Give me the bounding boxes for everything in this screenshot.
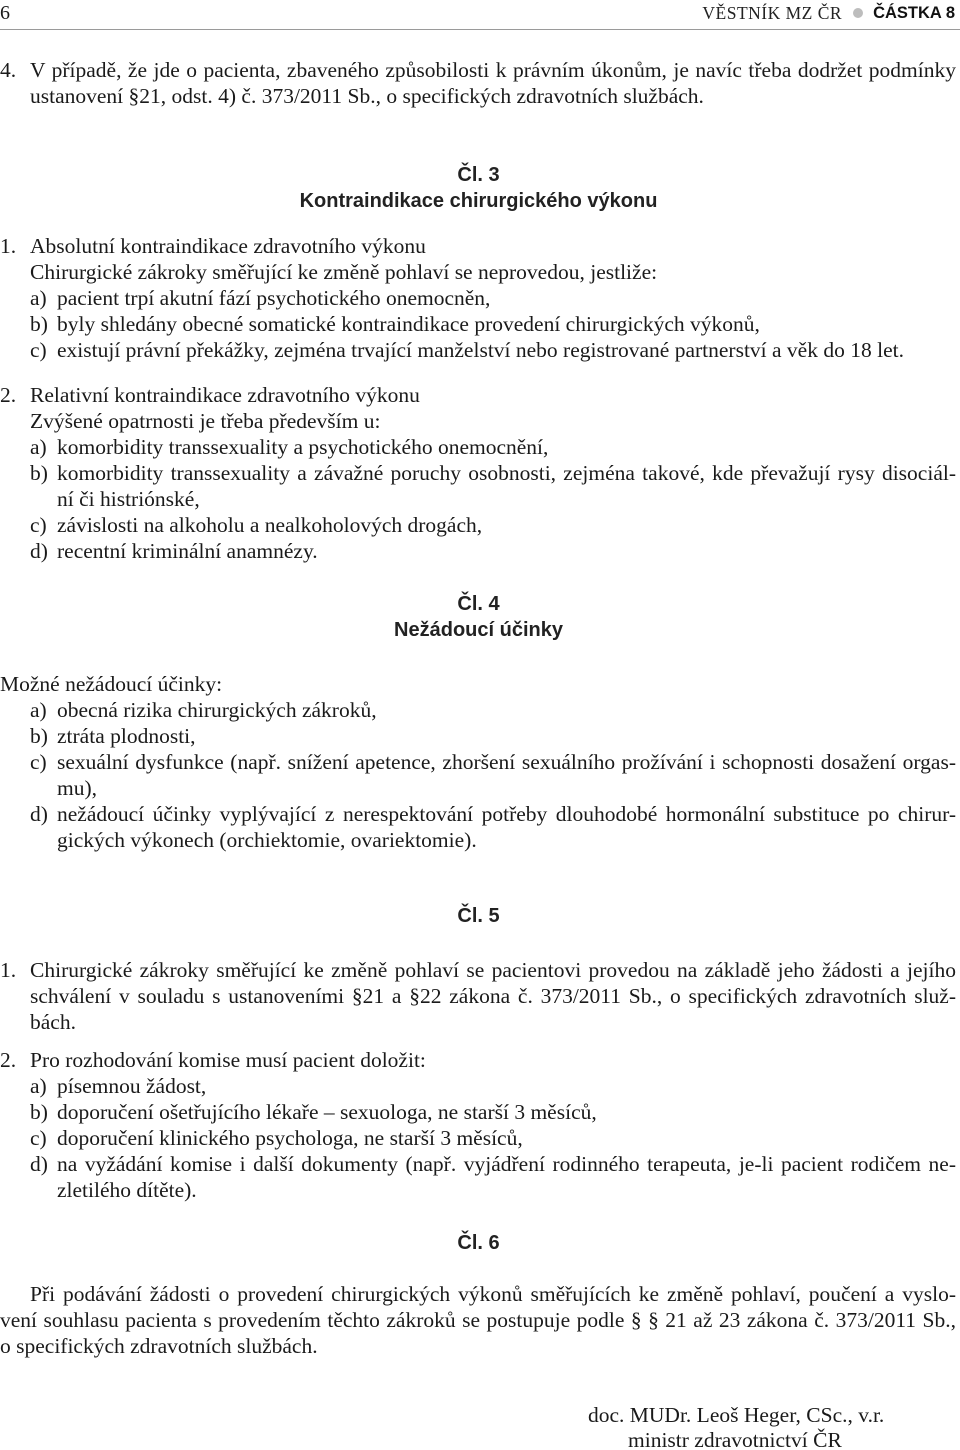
list-label: b)	[30, 724, 48, 748]
page-number: 6	[0, 2, 10, 24]
text-row	[0, 1047, 957, 1073]
section-title: Absolutní kontraindikace zdravotního výkonu	[30, 234, 426, 258]
list-item	[0, 285, 957, 311]
list-label: c)	[30, 750, 47, 774]
paragraph-line: bách.	[30, 1010, 76, 1034]
header-right	[702, 0, 955, 26]
section-title: Relativní kontraindikace zdravotního výkonu	[30, 383, 420, 407]
list-item-text: sexuální dysfunkce (např. snížení apetence, zhoršení sexuálního prožívání i schopnosti dosažení orgas-	[57, 750, 956, 774]
article-heading: Čl. 6	[457, 1232, 500, 1254]
paragraph-number: 2.	[0, 1048, 17, 1072]
article-6-heading-block	[0, 1230, 957, 1256]
list-item	[0, 460, 957, 486]
journal-title: VĚSTNÍK MZ ČR	[702, 3, 843, 23]
list-item-text: komorbidity transsexuality a psychotického onemocnění,	[57, 435, 549, 459]
list-item-text: komorbidity transsexuality a závažné poruchy osobnosti, zejména takové, kde převažují rysy disociál-	[57, 461, 956, 485]
list-item-continuation	[0, 827, 957, 853]
list-item-text: doporučení klinického psychologa, ne starší 3 měsíců,	[57, 1126, 523, 1150]
list-label: d)	[30, 1152, 48, 1176]
list-item	[0, 538, 957, 564]
text-row	[0, 1009, 957, 1035]
text-row	[0, 408, 957, 434]
list-item-text: byly shledány obecné somatické kontraindikace provedení chirurgických výkonů,	[57, 312, 760, 336]
list-item	[0, 1073, 957, 1099]
list-item-text: na vyžádání komise i další dokumenty (např. vyjádření rodinného terapeuta, je-li pacient rodičem ne-	[57, 1152, 956, 1176]
paragraph-line: Chirurgické zákroky směřující ke změně pohlaví se pacientovi provedou na základě jeho žádosti a jejího	[30, 958, 956, 982]
list-item-text: zletilého dítěte).	[57, 1178, 197, 1202]
list-label: c)	[30, 338, 47, 362]
list-label: c)	[30, 1126, 47, 1150]
paragraph-line: ustanovení §21, odst. 4) č. 373/2011 Sb., o specifických zdravotních službách.	[30, 84, 704, 108]
section-intro: Zvýšené opatrnosti je třeba především u:	[30, 409, 381, 433]
paragraph-line: o specifických zdravotních službách.	[0, 1334, 318, 1358]
list-item	[0, 1125, 957, 1151]
list-item-text: písemnou žádost,	[57, 1074, 207, 1098]
list-label: a)	[30, 1074, 47, 1098]
section-absolute-contraindications	[0, 233, 957, 363]
article-6-body	[0, 1281, 957, 1359]
list-item-text: recentní kriminální anamnézy.	[57, 539, 318, 563]
list-item	[0, 697, 957, 723]
list-label: b)	[30, 1100, 48, 1124]
paragraph-line: V případě, že jde o pacienta, zbaveného způsobilosti k právním úkonům, je navíc třeba dodržet podmínky	[30, 58, 956, 82]
issue-label: ČÁSTKA 8	[873, 4, 955, 22]
list-item	[0, 434, 957, 460]
article-heading: Čl. 5	[457, 905, 500, 927]
article-heading: Čl. 3	[457, 164, 500, 186]
list-label: b)	[30, 461, 48, 485]
text-row	[0, 1333, 957, 1359]
text-row	[0, 83, 957, 109]
list-item	[0, 337, 957, 363]
paragraph-number: 4.	[0, 58, 17, 82]
list-label: a)	[30, 698, 47, 722]
article-heading: Čl. 4	[457, 593, 500, 615]
text-row	[0, 382, 957, 408]
list-label: d)	[30, 802, 48, 826]
text-row	[0, 1428, 957, 1450]
list-item	[0, 512, 957, 538]
article-4-body	[0, 671, 957, 853]
text-row	[0, 1307, 957, 1333]
signature-name: doc. MUDr. Leoš Heger, CSc., v.r.	[588, 1403, 885, 1427]
paragraph-line: vení souhlasu pacienta s provedením těchto zákroků se postupuje podle § § 21 až 23 zákona č. 373/2011 Sb.,	[0, 1308, 956, 1332]
list-item-text: mu),	[57, 776, 98, 800]
section-intro: Možné nežádoucí účinky:	[0, 672, 223, 696]
list-label: a)	[30, 286, 47, 310]
paragraph-number: 1.	[0, 958, 17, 982]
text-row	[0, 233, 957, 259]
separator-dot-icon	[853, 8, 863, 18]
list-item-text: ztráta plodnosti,	[57, 724, 196, 748]
list-item-text: existují právní překážky, zejména trvající manželství nebo registrované partnerství a věk do 18 let.	[57, 338, 904, 362]
text-row	[0, 957, 957, 983]
list-item-continuation	[0, 775, 957, 801]
list-item	[0, 1151, 957, 1177]
text-row	[0, 57, 957, 83]
list-item-text: obecná rizika chirurgických zákroků,	[57, 698, 377, 722]
list-label: a)	[30, 435, 47, 459]
list-item-continuation	[0, 486, 957, 512]
text-row	[0, 259, 957, 285]
article-5-heading-block	[0, 903, 957, 929]
list-label: b)	[30, 312, 48, 336]
list-item	[0, 749, 957, 775]
section-number: 1.	[0, 234, 17, 258]
list-item-text: doporučení ošetřujícího lékaře – sexuologa, ne starší 3 měsíců,	[57, 1100, 597, 1124]
section-intro: Chirurgické zákroky směřující ke změně pohlaví se neprovedou, jestliže:	[30, 260, 658, 284]
text-row	[0, 983, 957, 1009]
text-row	[0, 671, 957, 697]
article-5-paragraph-2	[0, 1047, 957, 1203]
list-item-text: nežádoucí účinky vyplývající z nerespektování potřeby dlouhodobé hormonální substituce po chirur-	[57, 802, 956, 826]
text-row	[0, 1403, 957, 1428]
list-item	[0, 801, 957, 827]
list-item	[0, 311, 957, 337]
list-item-continuation	[0, 1177, 957, 1203]
list-item-text: gických výkonech (orchiektomie, ovariektomie).	[57, 828, 477, 852]
article-5-paragraph-1	[0, 957, 957, 1035]
list-item	[0, 1099, 957, 1125]
page-header	[0, 0, 957, 26]
paragraph-line: schválení v souladu s ustanoveními §21 a §22 zákona č. 373/2011 Sb., o specifických zdravotních služ-	[30, 984, 956, 1008]
article-3-heading-block	[0, 162, 957, 214]
list-item-text: závislosti na alkoholu a nealkoholových drogách,	[57, 513, 483, 537]
paragraph-line: Pro rozhodování komise musí pacient doložit:	[30, 1048, 426, 1072]
carryover-paragraph	[0, 57, 957, 109]
paragraph-line: Při podávání žádosti o provedení chirurgických výkonů směřujících ke změně pohlaví, poučení a vyslo-	[30, 1282, 956, 1306]
section-number: 2.	[0, 383, 17, 407]
signature-block	[0, 1403, 957, 1450]
header-rule	[0, 29, 960, 30]
section-relative-contraindications	[0, 382, 957, 564]
article-4-heading-block	[0, 591, 957, 643]
list-label: d)	[30, 539, 48, 563]
signature-position: ministr zdravotnictví ČR	[628, 1428, 842, 1450]
text-row	[0, 1281, 957, 1307]
list-item-text: ní či histriónské,	[57, 487, 200, 511]
article-title: Nežádoucí účinky	[394, 619, 563, 641]
article-title: Kontraindikace chirurgického výkonu	[299, 190, 658, 212]
list-item-text: pacient trpí akutní fází psychotického onemocněn,	[57, 286, 491, 310]
list-item	[0, 723, 957, 749]
list-label: c)	[30, 513, 47, 537]
